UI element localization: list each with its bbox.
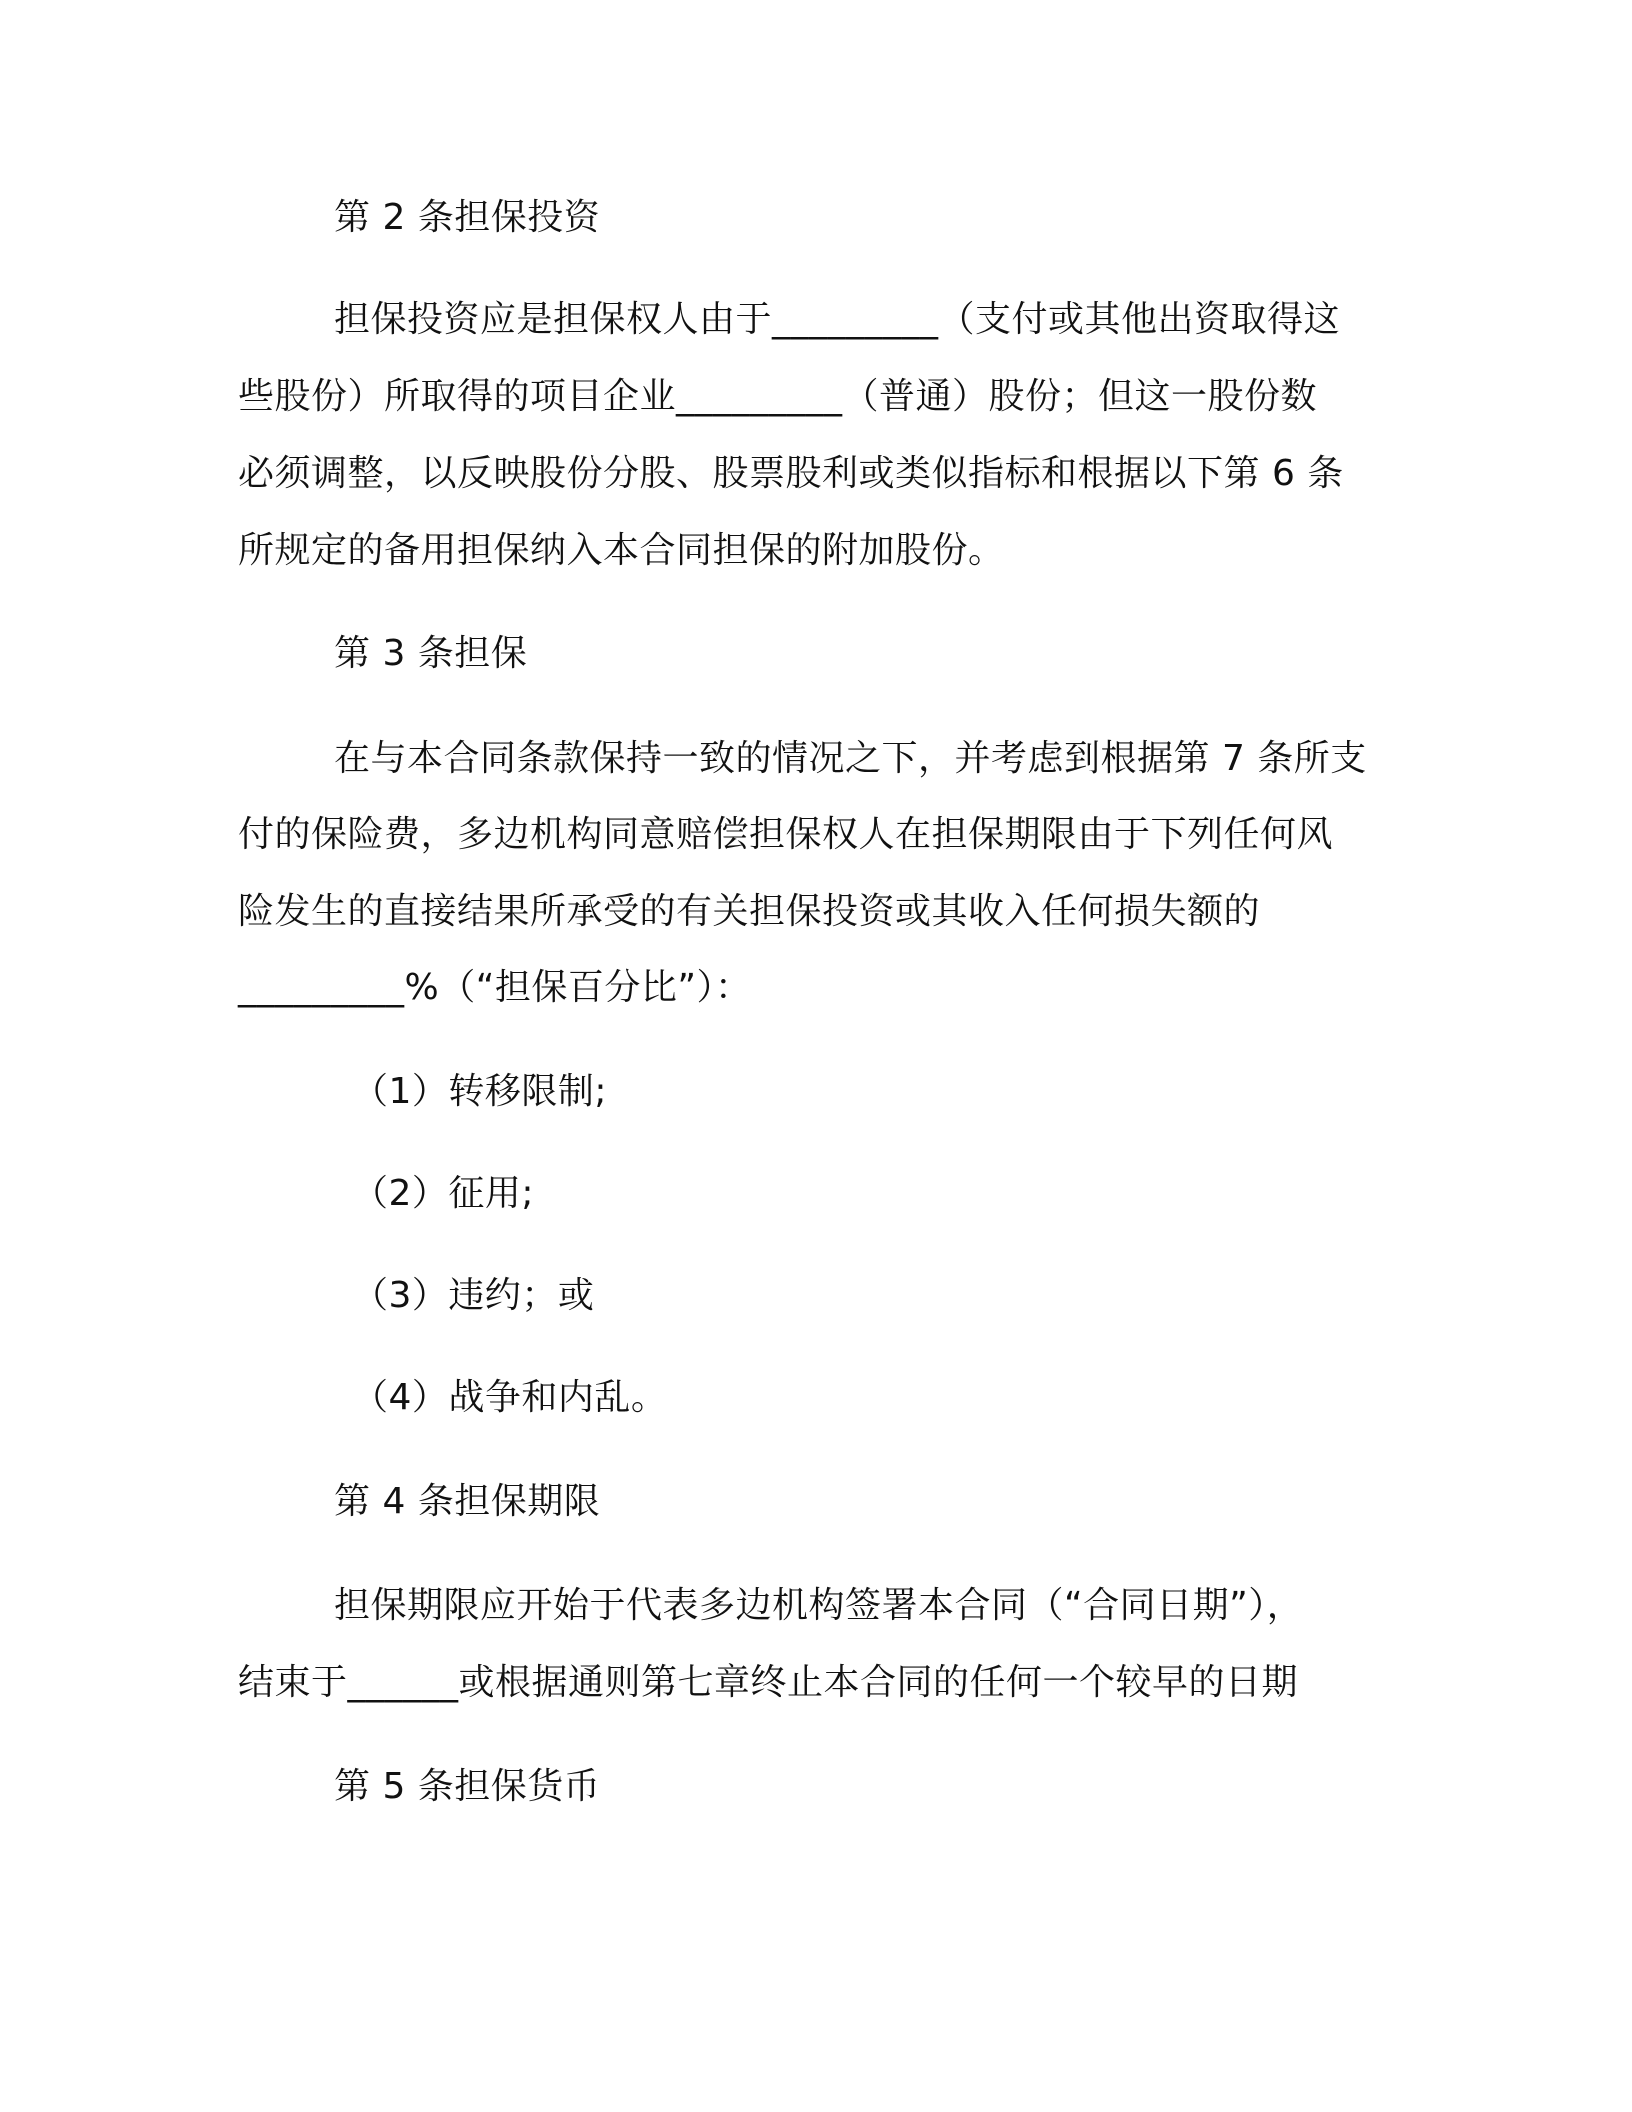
section-heading-5: 第 5 条担保货币: [334, 1766, 601, 1807]
section-heading-4: 第 4 条担保期限: [334, 1481, 601, 1522]
list-item: （4）战争和内乱。: [352, 1377, 668, 1418]
section-heading-2: 第 2 条担保投资: [334, 197, 601, 238]
list-item: （1）转移限制;: [352, 1071, 608, 1112]
paragraph-line: 担保期限应开始于代表多边机构签署本合同（“合同日期”），: [334, 1585, 1304, 1626]
paragraph-line: 所规定的备用担保纳入本合同担保的附加股份。: [238, 530, 1005, 571]
paragraph-line: 些股份）所取得的项目企业_________（普通）股份；但这一股份数: [238, 376, 1318, 417]
list-item: （2）征用;: [352, 1173, 535, 1214]
paragraph-line: 担保投资应是担保权人由于_________（支付或其他出资取得这: [334, 299, 1341, 340]
paragraph-line: 结束于______或根据通则第七章终止本合同的任何一个较早的日期: [238, 1662, 1299, 1703]
section-heading-3: 第 3 条担保: [334, 633, 528, 674]
paragraph-line: _________%（“担保百分比”）：: [238, 967, 752, 1008]
paragraph-line: 付的保险费，多边机构同意赔偿担保权人在担保期限由于下列任何风: [238, 814, 1334, 855]
paragraph-line: 在与本合同条款保持一致的情况之下，并考虑到根据第 7 条所支: [334, 738, 1367, 779]
paragraph-line: 必须调整，以反映股份分股、股票股利或类似指标和根据以下第 6 条: [238, 453, 1344, 494]
list-item: （3）违约；或: [352, 1275, 595, 1316]
paragraph-line: 险发生的直接结果所承受的有关担保投资或其收入任何损失额的: [238, 891, 1261, 932]
